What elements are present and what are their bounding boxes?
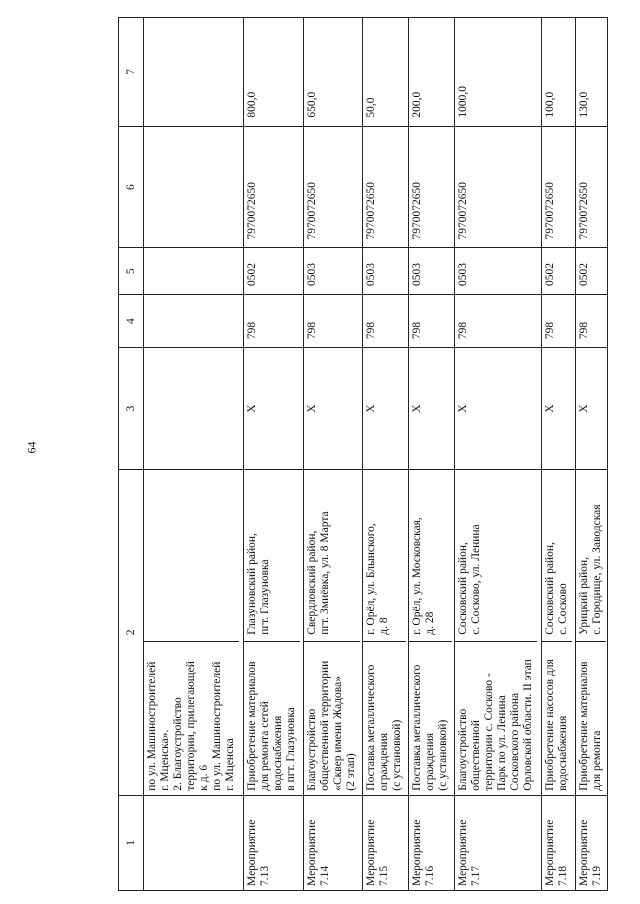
row-location: Сосковский район, с. Сосково xyxy=(542,474,572,642)
header-row xyxy=(119,18,144,891)
row-col4: 798 xyxy=(303,295,362,348)
continuation-col4 xyxy=(144,295,244,348)
row-col7: 1000,0 xyxy=(454,18,542,127)
row-col5: 0503 xyxy=(454,248,542,295)
row-col3: X xyxy=(244,348,303,470)
row-col7: 100,0 xyxy=(542,18,575,127)
table-row xyxy=(408,18,454,891)
row-col3: X xyxy=(303,348,362,470)
table-row xyxy=(244,18,303,891)
row-col6: 7970072650 xyxy=(303,126,362,248)
header-col-5: 5 xyxy=(119,248,144,295)
row-col5: 0502 xyxy=(575,248,607,295)
row-location: Свердловский район, пгт. Змиёвка, ул. 8 Марта xyxy=(304,474,360,642)
row-col7: 200,0 xyxy=(408,18,454,127)
row-col7: 130,0 xyxy=(575,18,607,127)
continuation-empty xyxy=(144,474,239,642)
row-item-name: Мероприятие 7.14 xyxy=(303,795,362,890)
row-col6: 7970072650 xyxy=(575,126,607,248)
row-description: Благоустройство общественной территории с. Сосково - Парк по ул. Ленина Сосковского района Орловской области. II этап xyxy=(456,659,534,791)
row-location: г. Орёл, ул. Блынского, д. 8 xyxy=(363,474,406,642)
row-col4: 798 xyxy=(408,295,454,348)
row-location: Сосковский район, с. Сосково, ул. Ленина xyxy=(455,474,537,642)
row-description: Поставка металлического ограждения (с установкой) xyxy=(364,664,403,791)
row-desc-cell xyxy=(362,470,408,796)
row-desc-cell xyxy=(575,470,607,796)
table-row xyxy=(575,18,607,891)
row-col6: 7970072650 xyxy=(244,126,303,248)
row-col7: 800,0 xyxy=(244,18,303,127)
row-col3: X xyxy=(408,348,454,470)
header-col-6: 6 xyxy=(119,126,144,248)
row-desc-cell xyxy=(408,470,454,796)
continuation-desc xyxy=(144,470,244,796)
row-location: Урицкий район, с. Городище, ул. Заводская xyxy=(576,474,606,642)
row-col3: X xyxy=(542,348,575,470)
table-row xyxy=(303,18,362,891)
row-col5: 0503 xyxy=(408,248,454,295)
row-description: Благоустройство общественной территории «Сквер имени Жадова» (2 этап) xyxy=(305,660,357,791)
row-description: Приобретение материалов для ремонта сетей водоснабжения в пгт. Глазуновка xyxy=(246,661,298,791)
continuation-col1 xyxy=(144,795,244,890)
rotated-table-container xyxy=(118,17,608,891)
row-col5: 0502 xyxy=(542,248,575,295)
row-desc-cell xyxy=(244,470,303,796)
continuation-col5 xyxy=(144,248,244,295)
header-col-2: 2 xyxy=(119,470,144,796)
row-col4: 798 xyxy=(244,295,303,348)
row-description: Приобретение насосов для водоснабжения xyxy=(544,659,570,791)
continuation-text: по ул. Машиностроителей г. Мценска». 2. Благоустройство территории, прилегающей к д. 6 по ул. Машиностроителей г. Мценска xyxy=(146,661,236,791)
row-col3: X xyxy=(575,348,607,470)
continuation-row xyxy=(144,18,244,891)
row-item-name: Мероприятие 7.17 xyxy=(454,795,542,890)
row-col6: 7970072650 xyxy=(454,126,542,248)
row-desc-cell xyxy=(542,470,575,796)
row-item-name: Мероприятие 7.15 xyxy=(362,795,408,890)
row-col5: 0502 xyxy=(244,248,303,295)
row-col6: 7970072650 xyxy=(362,126,408,248)
continuation-col6 xyxy=(144,126,244,248)
table-row xyxy=(454,18,542,891)
header-col-1: 1 xyxy=(119,795,144,890)
page-number: 64 xyxy=(24,441,39,454)
table-row xyxy=(362,18,408,891)
row-col3: X xyxy=(362,348,408,470)
row-col4: 798 xyxy=(575,295,607,348)
budget-table xyxy=(118,17,608,891)
header-col-4: 4 xyxy=(119,295,144,348)
row-col4: 798 xyxy=(454,295,542,348)
row-item-name: Мероприятие 7.13 xyxy=(244,795,303,890)
header-col-7: 7 xyxy=(119,18,144,127)
row-col7: 650,0 xyxy=(303,18,362,127)
row-desc-cell xyxy=(454,470,542,796)
row-col7: 50,0 xyxy=(362,18,408,127)
row-col5: 0503 xyxy=(303,248,362,295)
continuation-col3 xyxy=(144,348,244,470)
row-location: Глазуновский район, пгт. Глазуновка xyxy=(244,474,300,642)
row-description: Поставка металлического ограждения (с установкой) xyxy=(410,664,449,791)
row-item-name: Мероприятие 7.16 xyxy=(408,795,454,890)
continuation-col7 xyxy=(144,18,244,127)
row-col4: 798 xyxy=(362,295,408,348)
row-item-name: Мероприятие 7.19 xyxy=(575,795,607,890)
header-col-3: 3 xyxy=(119,348,144,470)
row-desc-cell xyxy=(303,470,362,796)
row-description: Приобретение материалов для ремонта xyxy=(577,661,603,791)
row-item-name: Мероприятие 7.18 xyxy=(542,795,575,890)
table-row xyxy=(542,18,575,891)
row-col5: 0503 xyxy=(362,248,408,295)
row-col3: X xyxy=(454,348,542,470)
row-col6: 7970072650 xyxy=(542,126,575,248)
row-col4: 798 xyxy=(542,295,575,348)
row-col6: 7970072650 xyxy=(408,126,454,248)
row-location: г. Орёл, ул. Московская, д. 28 xyxy=(409,474,452,642)
